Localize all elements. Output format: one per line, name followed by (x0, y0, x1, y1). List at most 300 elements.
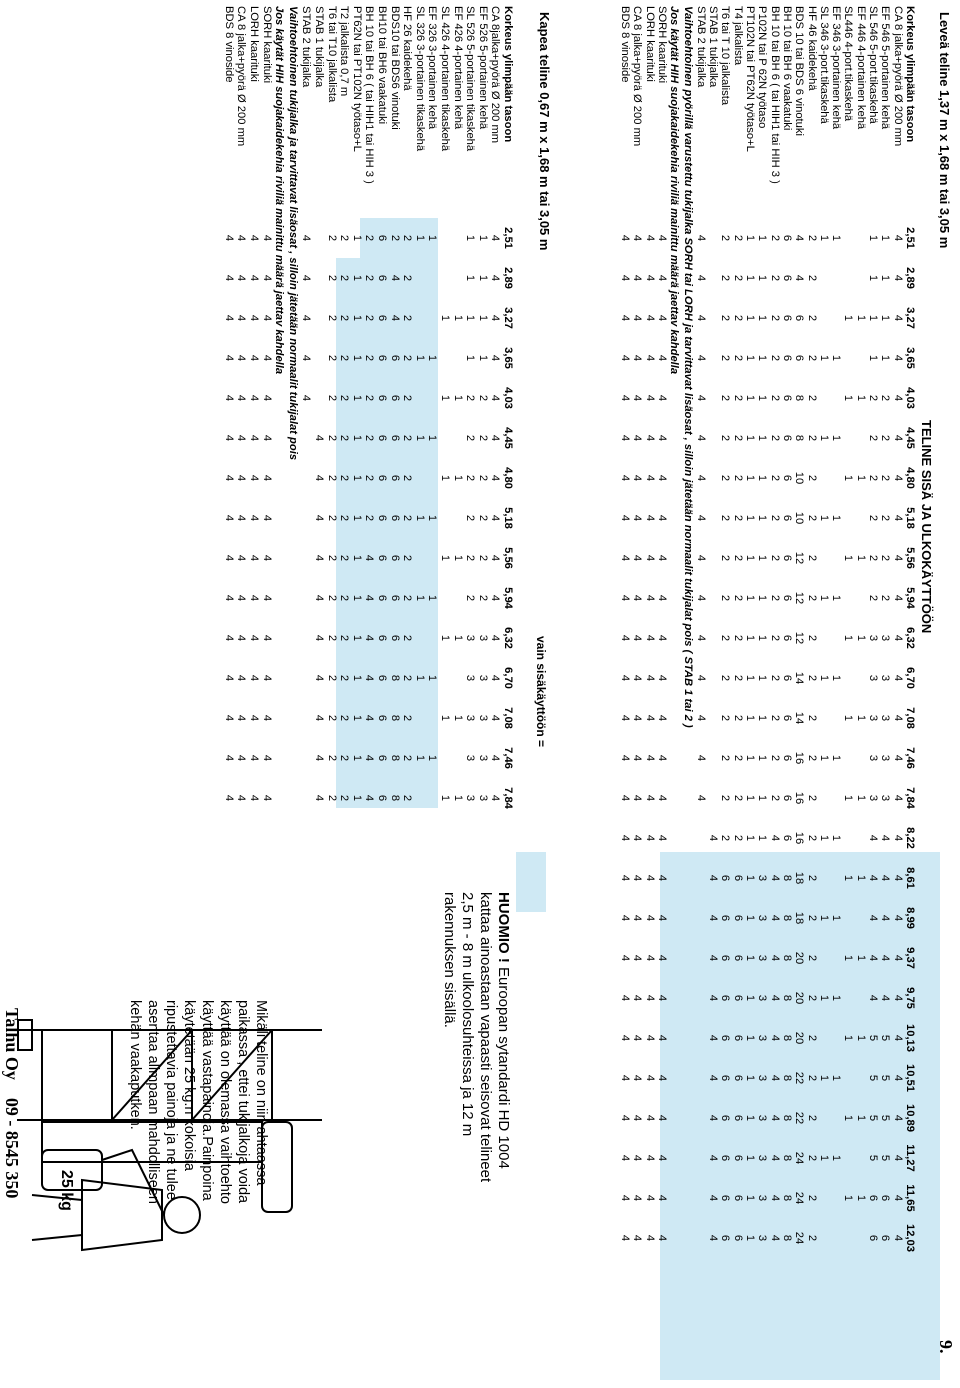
table-cell: 4 (656, 1114, 668, 1122)
table-cell: 6 (719, 914, 732, 922)
table-cell: 2 (805, 794, 818, 802)
table-cell: 4 (707, 914, 720, 922)
table-cell: 1 (879, 234, 892, 242)
table-cell: 1 (879, 354, 892, 362)
table-cell: 4 (489, 394, 502, 402)
table-cell: 2 (805, 274, 818, 282)
table-cell: 4 (235, 514, 248, 522)
table-cell: 2 (805, 954, 818, 962)
table-cell: 1 (744, 794, 757, 802)
row-label: P102N tai P 62N työtaso (756, 6, 769, 129)
table-cell: 2 (719, 434, 732, 442)
table-cell: 6 (719, 1234, 732, 1242)
table-row (768, 0, 781, 1388)
table-cell: 1 (744, 754, 757, 762)
table-cell: 2 (805, 1034, 818, 1042)
table-cell: 4 (363, 674, 376, 682)
table-cell: 4 (643, 1074, 656, 1082)
table-cell: 6 (388, 474, 401, 482)
table-cell: 1 (439, 474, 451, 482)
table-cell: 8 (793, 394, 806, 402)
table-cell: 2 (476, 474, 489, 482)
table-cell: 6 (867, 1194, 880, 1202)
table-cell: 3 (879, 674, 892, 682)
row-label: T6 tai T 10 jalkalista (719, 6, 732, 106)
table-cell: 4 (619, 234, 632, 242)
table-cell: 4 (631, 434, 644, 442)
table-row (388, 0, 401, 1388)
table-cell: 2 (805, 314, 818, 322)
table-cell: 5,18 (502, 507, 514, 529)
table-cell: 4 (489, 314, 502, 322)
table-cell: 2 (338, 314, 351, 322)
table-cell: 2 (879, 594, 892, 602)
table-cell: 2 (363, 394, 376, 402)
table-cell: 2 (401, 514, 414, 522)
table-cell: 4 (631, 514, 644, 522)
table-cell: 2 (401, 794, 414, 802)
row-label: HF 26 kaidekehä (401, 6, 414, 91)
table-cell: 2 (338, 714, 351, 722)
table-cell: 2 (805, 914, 818, 922)
table-cell: 3 (476, 634, 489, 642)
table-cell: 5 (879, 1074, 892, 1082)
table-cell: 2 (719, 314, 732, 322)
table-cell: 7,84 (904, 787, 916, 809)
table-cell: 4 (235, 634, 248, 642)
table-cell: 1 (744, 514, 757, 522)
table-cell: 2 (731, 634, 744, 642)
table-cell: 1 (744, 834, 757, 842)
table-cell: 4 (619, 354, 632, 362)
table-cell: 4 (222, 554, 235, 562)
table-cell: 1 (854, 874, 867, 882)
table-cell: 2 (731, 714, 744, 722)
table-cell: 4 (619, 914, 632, 922)
table-cell: 2 (476, 514, 489, 522)
table-cell: 2 (731, 274, 744, 282)
table-cell: 2 (325, 554, 338, 562)
table-cell: 4 (313, 434, 325, 442)
table-cell: 4 (656, 874, 668, 882)
table-cell: 1 (744, 474, 757, 482)
table-row (793, 0, 806, 1388)
table-cell: 1 (413, 594, 426, 602)
table-cell: 4 (891, 954, 904, 962)
table-cell: 3 (464, 634, 477, 642)
table-cell: 1 (830, 1154, 843, 1162)
table-cell: 3 (756, 1074, 769, 1082)
table-cell: 2 (867, 394, 880, 402)
table-cell: 1 (756, 754, 769, 762)
table-cell: 4 (619, 1114, 632, 1122)
table-cell: 1 (476, 274, 489, 282)
table-cell: 1 (854, 954, 867, 962)
table-cell: 20 (793, 951, 806, 965)
table-row (780, 0, 793, 1388)
table-cell: 8,99 (904, 907, 916, 929)
row-label: BH 10 tai BH 6 ( tai HIH1 tai HIH 3 ) (768, 6, 781, 184)
table-row (643, 0, 656, 1388)
table-cell: 4 (768, 834, 781, 842)
table-cell: 4 (300, 314, 313, 322)
table-cell: 4 (643, 1154, 656, 1162)
table-cell: 4 (248, 394, 260, 402)
table-cell: 4 (694, 394, 707, 402)
table-cell: 1 (842, 474, 855, 482)
table-cell: 1 (413, 754, 426, 762)
table-cell: 6 (376, 234, 388, 242)
table-cell: 1 (439, 634, 451, 642)
table-cell: 1 (350, 434, 363, 442)
table-cell: 4 (643, 314, 656, 322)
table-cell: 4 (631, 354, 644, 362)
table-cell: 2 (464, 434, 477, 442)
table-cell: 4 (619, 1194, 632, 1202)
table-cell: 1 (744, 1034, 757, 1042)
table-cell: 1 (842, 714, 855, 722)
table-cell: 2 (476, 554, 489, 562)
table-cell: 2 (401, 394, 414, 402)
table-cell: 1 (854, 1114, 867, 1122)
table-cell: 1 (842, 794, 855, 802)
table-cell: 4 (619, 874, 632, 882)
table-cell: 3 (464, 794, 477, 802)
table-cell: 4 (793, 234, 806, 242)
table-cell: 4 (631, 714, 644, 722)
table-cell: 1 (413, 674, 426, 682)
table-cell: 2 (768, 314, 781, 322)
table-cell: 1 (413, 354, 426, 362)
table-cell: 2 (719, 634, 732, 642)
table-cell: 1 (830, 994, 843, 1002)
row-label: SORH kaarituki (260, 6, 273, 84)
table-cell: 4 (631, 474, 644, 482)
table-cell: 4 (631, 914, 644, 922)
table-cell: 3 (879, 794, 892, 802)
table-cell: 4,45 (502, 427, 514, 449)
table-cell: 4 (222, 474, 235, 482)
table-cell: 4 (656, 394, 668, 402)
table-cell: 6 (388, 354, 401, 362)
table-cell: 2 (768, 434, 781, 442)
table-cell: 2 (879, 434, 892, 442)
table-cell: 7,46 (502, 747, 514, 769)
table-cell: 1 (830, 354, 843, 362)
table-cell: 1 (744, 354, 757, 362)
table-cell: 6 (731, 1074, 744, 1082)
table-cell: 4 (248, 794, 260, 802)
table-cell: 4 (248, 354, 260, 362)
row-label: BH10 tai BH6 vaakatuki (376, 6, 388, 125)
table-cell: 4 (631, 1074, 644, 1082)
alt-support-note: Vaihtoehtoinen pyörillä varustettu tukijalka SORH tai LORH ja tarvittavat lisäosat , silloin jätetään normaalit tukijalat pois ( STAB 1 tai 2 ) (681, 6, 694, 728)
table-cell: 2 (719, 594, 732, 602)
table-cell: 3 (756, 1194, 769, 1202)
table-cell: 4 (694, 354, 707, 362)
table-cell: 4 (248, 674, 260, 682)
table-cell: 6 (731, 1114, 744, 1122)
table-cell: 3 (867, 714, 880, 722)
table-cell: 1 (439, 314, 451, 322)
table-cell: 6,32 (904, 627, 916, 649)
table-cell: 1 (817, 514, 830, 522)
table-cell: 5,94 (502, 587, 514, 609)
table-cell: 2 (805, 874, 818, 882)
table-cell: 6 (719, 954, 732, 962)
table-cell: 20 (793, 991, 806, 1005)
table-cell: 2 (731, 434, 744, 442)
table-cell: 6 (376, 474, 388, 482)
table-cell: 1 (842, 394, 855, 402)
table-cell: 1 (817, 834, 830, 842)
table-cell: 1 (350, 674, 363, 682)
table-cell: 2 (338, 634, 351, 642)
table-cell: 4 (631, 274, 644, 282)
table-row (731, 0, 744, 1388)
table-cell: 1 (879, 314, 892, 322)
table-cell: 4 (235, 274, 248, 282)
header-row (903, 0, 916, 1388)
table-cell: 2 (805, 1074, 818, 1082)
table-cell: 1 (756, 554, 769, 562)
table-cell: 4 (643, 634, 656, 642)
table-cell: 4 (489, 714, 502, 722)
table-cell: 4 (300, 394, 313, 402)
table-cell: 4 (891, 1074, 904, 1082)
table-cell: 6 (781, 794, 793, 802)
table-cell: 6 (731, 1034, 744, 1042)
table-cell: 4 (248, 234, 260, 242)
table-cell: 4 (656, 714, 668, 722)
row-label: T6 tai T10 jalkalista (325, 6, 338, 103)
row-label: CA 8 jalka+pyörä Ø 200 mm (631, 6, 644, 147)
table-cell: 4 (656, 1234, 668, 1242)
row-label: EF 346 3-portainen kehä (830, 6, 843, 130)
table-cell: 2 (338, 434, 351, 442)
table-cell: 4 (694, 554, 707, 562)
table-cell: 4 (248, 594, 260, 602)
table-cell: 6 (781, 834, 793, 842)
table-cell: 4 (300, 354, 313, 362)
table-cell: 4 (707, 994, 720, 1002)
table-cell: 4 (643, 594, 656, 602)
table-cell: 4 (313, 514, 325, 522)
table-cell: 1 (756, 274, 769, 282)
table-cell: 1 (744, 954, 757, 962)
table-cell: 1 (842, 874, 855, 882)
table-cell: 4 (643, 674, 656, 682)
table-cell: 8 (781, 954, 793, 962)
table-row (655, 0, 668, 1388)
table-cell: 4 (656, 634, 668, 642)
table-cell: 1 (817, 594, 830, 602)
table-cell: 2 (768, 274, 781, 282)
row-label: BDS 10 tai BDS 6 vinotuki (793, 6, 806, 136)
table-cell: 6 (879, 1234, 892, 1242)
table-cell: 3 (476, 714, 489, 722)
table-cell: 4 (891, 434, 904, 442)
row-label: T4 jalkalista (731, 6, 744, 66)
table-cell: 4 (694, 674, 707, 682)
table-cell: 4 (879, 954, 892, 962)
table-cell: 1 (426, 354, 439, 362)
table-cell: 4 (313, 794, 325, 802)
table-cell: 24 (793, 1191, 806, 1205)
table-cell: 4 (694, 714, 707, 722)
table-cell: 2 (805, 834, 818, 842)
table-cell: 4 (707, 1074, 720, 1082)
table-cell: 3,65 (904, 347, 916, 369)
table-cell: 4 (248, 554, 260, 562)
table-cell: 2 (338, 354, 351, 362)
table-cell: 2 (768, 594, 781, 602)
table-cell: 4 (631, 394, 644, 402)
table-cell: 4 (248, 754, 260, 762)
table-cell: 6 (376, 714, 388, 722)
table-cell: 2 (719, 714, 732, 722)
table-cell: 4 (619, 514, 632, 522)
row-label: CA 8jalka+pyörä Ø 200 mm (489, 6, 502, 144)
table-cell: 4 (656, 674, 668, 682)
table-cell: 4 (656, 234, 668, 242)
table-cell: 4 (222, 794, 235, 802)
table-cell: 4 (768, 954, 781, 962)
table-cell: 4 (248, 514, 260, 522)
table-cell: 4 (619, 1154, 632, 1162)
table-cell: 4 (656, 594, 668, 602)
table-cell: 4 (619, 994, 632, 1002)
table-cell: 1 (464, 314, 477, 322)
table-cell: 4 (489, 234, 502, 242)
table-cell: 4 (707, 874, 720, 882)
table-cell: 2 (867, 434, 880, 442)
table-cell: 8 (781, 1154, 793, 1162)
table-cell: 14 (793, 711, 806, 725)
table-cell: 4 (643, 914, 656, 922)
table-cell: 4 (313, 754, 325, 762)
table-cell: 3 (867, 634, 880, 642)
table-row (413, 0, 426, 1388)
table-cell: 4 (619, 434, 632, 442)
table-cell: 4 (235, 674, 248, 682)
table-cell: 4 (260, 754, 273, 762)
table-cell: 2 (325, 794, 338, 802)
table-cell: 2 (867, 474, 880, 482)
table-cell: 4 (235, 394, 248, 402)
huomio-lead: HUOMIO ! (495, 892, 512, 963)
table-cell: 4 (489, 754, 502, 762)
table-cell: 4 (631, 1034, 644, 1042)
table-cell: 4 (656, 1154, 668, 1162)
table-row (867, 0, 880, 1388)
table-cell: 2 (719, 834, 732, 842)
table-cell: 4 (631, 554, 644, 562)
hih-note: Jos käytät HIH suojakaidekehia riviliä mainittu määrä jaettav kahdella (668, 6, 681, 375)
table-cell: 1 (426, 674, 439, 682)
table-cell: 6 (376, 394, 388, 402)
row-label: BH 10 tai BH 6 vaakatuki (781, 6, 793, 131)
table-cell: 4 (260, 594, 273, 602)
table-cell: 9,75 (904, 987, 916, 1009)
table-cell: 4 (619, 794, 632, 802)
table-cell: 8 (781, 994, 793, 1002)
table-cell: 4 (222, 634, 235, 642)
table-cell: 4 (643, 274, 656, 282)
table-cell: 6 (731, 1194, 744, 1202)
table-row (817, 0, 830, 1388)
table-cell: 4 (631, 794, 644, 802)
table-cell: 8 (388, 754, 401, 762)
table-cell: 16 (793, 831, 806, 845)
table-cell: 2 (325, 754, 338, 762)
table-cell: 4 (222, 314, 235, 322)
table-cell: 4 (891, 274, 904, 282)
table-cell: 6 (388, 394, 401, 402)
table-cell: 6 (781, 394, 793, 402)
table-row (350, 0, 363, 1388)
table-cell: 11,27 (904, 1144, 916, 1172)
table-cell: 4 (260, 714, 273, 722)
table-cell: 2 (476, 434, 489, 442)
table-cell: 5,56 (904, 547, 916, 569)
table-cell: 4,80 (904, 467, 916, 489)
table-cell: 4 (619, 1074, 632, 1082)
row-label: BDS 8 vinoside (222, 6, 235, 83)
table-cell: 24 (793, 1231, 806, 1245)
table-cell: 1 (413, 434, 426, 442)
table-cell: 4 (363, 594, 376, 602)
table-cell: 4 (891, 1034, 904, 1042)
table-cell: 4 (891, 914, 904, 922)
row-label: SORH kaarituki (656, 6, 668, 84)
table-cell: 4 (222, 274, 235, 282)
table-cell: 5 (867, 1154, 880, 1162)
table-cell: 6,70 (904, 667, 916, 689)
table-cell: 2 (805, 1154, 818, 1162)
table-cell: 4 (260, 434, 273, 442)
table-cell: 1 (756, 354, 769, 362)
table-cell: 4 (891, 1154, 904, 1162)
table-cell: 4 (768, 1194, 781, 1202)
table-cell: 4 (891, 874, 904, 882)
company-footer: Talhu Oy 09 - 8545 350 (2, 1008, 22, 1199)
table-cell: 3 (867, 754, 880, 762)
table-cell: 3 (464, 754, 477, 762)
table-cell: 20 (793, 1031, 806, 1045)
table-cell: 4 (707, 954, 720, 962)
table-cell: 2 (805, 754, 818, 762)
table-cell: 4,45 (904, 427, 916, 449)
table-cell: 4 (643, 394, 656, 402)
table-cell: 3 (879, 714, 892, 722)
table-cell: 6 (867, 1234, 880, 1242)
table-cell: 2 (363, 274, 376, 282)
table-cell: 4 (768, 1114, 781, 1122)
table-cell: 1 (756, 434, 769, 442)
table-cell: 6 (719, 874, 732, 882)
table-cell: 2 (805, 1234, 818, 1242)
table-cell: 4 (891, 394, 904, 402)
table-cell: 1 (350, 634, 363, 642)
table-cell: 8 (781, 1114, 793, 1122)
table-cell: 2 (768, 554, 781, 562)
table-cell: 4 (489, 274, 502, 282)
table-cell: 2 (879, 474, 892, 482)
table-cell: 4 (643, 434, 656, 442)
table-cell: 2 (731, 514, 744, 522)
counterweight-side-note: Mikäli teline on niin ahtaassa paikassa , ettei tukijalkoja voida käyttää on olemassa vaihtoehto käyttää vastapainoja.Painpoina käytetään 25 kg:n kokoisia ripustettavia painoja ja ne tulee asentaa alimpaan mahdolliseen kehän vaakaputken. (127, 1000, 269, 1204)
